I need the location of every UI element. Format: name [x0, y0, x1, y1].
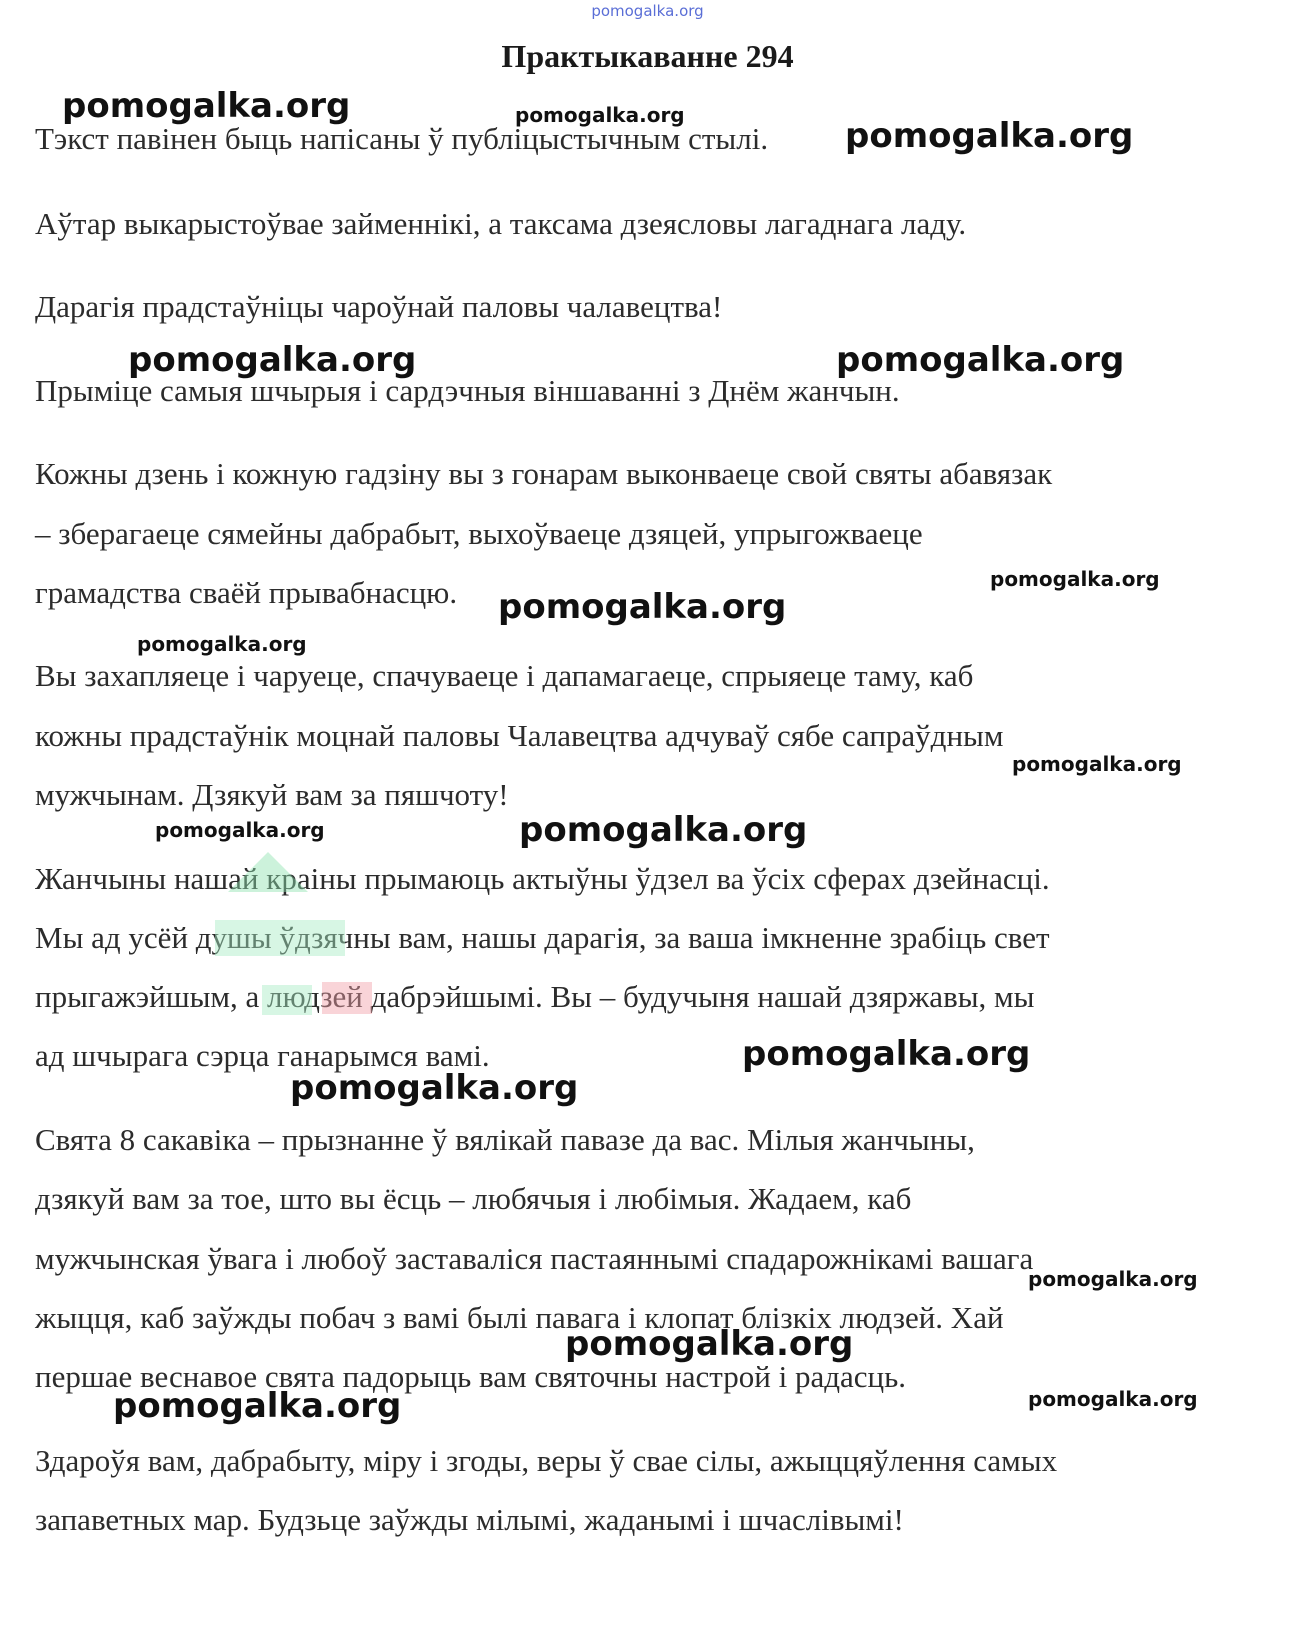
text-line: мужчынская ўвага і любоў заставаліся пастаяннымі спадарожнікамі вашага — [35, 1241, 1034, 1276]
text-line: Жанчыны нашай краіны прымаюць актыўны ўдзел ва ўсіх сферах дзейнасці. — [35, 861, 1050, 896]
watermark-text: pomogalka.org — [498, 587, 787, 627]
text-line: грамадства сваёй прывабнасцю. — [35, 575, 458, 610]
text-line: прыгажэйшым, а людзей дабрэйшымі. Вы – будучыня нашай дзяржавы, мы — [35, 979, 1035, 1014]
text-line: Вы захапляеце і чаруеце, спачуваеце і дапамагаеце, спрыяеце таму, каб — [35, 658, 974, 693]
watermark-text: pomogalka.org — [565, 1324, 854, 1364]
watermark-text: pomogalka.org — [290, 1068, 579, 1108]
text-line: кожны прадстаўнік моцнай паловы Чалавецтва адчуваў сябе сапраўдным — [35, 718, 1004, 753]
watermark-text: pomogalka.org — [113, 1386, 402, 1426]
watermark-text: pomogalka.org — [1028, 1267, 1198, 1291]
text-line: Свята 8 сакавіка – прызнанне ў вялікай павазе да вас. Мілыя жанчыны, — [35, 1122, 975, 1157]
highlight-red-1 — [322, 982, 372, 1014]
watermark-text: pomogalka.org — [137, 632, 307, 656]
text-line: Аўтар выкарыстоўвае займеннікі, а таксама дзеясловы лагаднага ладу. — [35, 206, 967, 241]
page-title: Практыкаванне 294 — [501, 38, 794, 74]
watermark-text: pomogalka.org — [845, 116, 1134, 156]
text-line: дзякуй вам за тое, што вы ёсць – любячыя і любімыя. Жадаем, каб — [35, 1181, 912, 1216]
text-line: Мы ад усёй душы ўдзячны вам, нашы дарагія, за ваша імкненне зрабіць свет — [35, 920, 1050, 955]
text-line: Дарагія прадстаўніцы чароўнай паловы чалавецтва! — [35, 289, 723, 324]
watermark-text: pomogalka.org — [519, 810, 808, 850]
watermark-text: pomogalka.org — [1012, 752, 1182, 776]
text-line: Прыміце самыя шчырыя і сардэчныя віншаванні з Днём жанчын. — [35, 373, 900, 408]
watermark-text: pomogalka.org — [990, 567, 1160, 591]
text-line: першае веснавое свята падорыць вам святочны настрой і радасць. — [35, 1359, 906, 1394]
watermark-text: pomogalka.org — [836, 340, 1125, 380]
highlight-green-1 — [228, 852, 308, 892]
highlight-green-2 — [215, 920, 345, 956]
watermark-text: pomogalka.org — [1028, 1387, 1198, 1411]
text-line: Кожны дзень і кожную гадзіну вы з гонарам выконваеце свой святы абавязак — [35, 456, 1053, 491]
watermark-text: pomogalka.org — [155, 818, 325, 842]
text-line: Тэкст павінен быць напісаны ў публіцыстычным стылі. — [35, 121, 769, 156]
highlight-green-3 — [262, 985, 312, 1015]
watermark-text: pomogalka.org — [515, 103, 685, 127]
watermark-text: pomogalka.org — [128, 340, 417, 380]
watermark-text: pomogalka.org — [62, 86, 351, 126]
text-line: запаветных мар. Будзьце заўжды мілымі, жаданымі і шчаслівымі! — [35, 1502, 904, 1537]
text-line: Здароўя вам, дабрабыту, міру і згоды, веры ў свае сілы, ажыццяўлення самых — [35, 1443, 1058, 1478]
text-line: ад шчырага сэрца ганарымся вамі. — [35, 1038, 490, 1073]
text-line: – зберагаеце сямейны дабрабыт, выхоўваеце дзяцей, упрыгожваеце — [35, 516, 923, 551]
watermark-text: pomogalka.org — [742, 1034, 1031, 1074]
text-line: жыцця, каб заўжды побач з вамі былі павага і клопат блізкіх людзей. Хай — [35, 1300, 1004, 1335]
text-line: мужчынам. Дзякуй вам за пяшчоту! — [35, 777, 509, 812]
site-header-link[interactable]: pomogalka.org — [591, 2, 704, 20]
